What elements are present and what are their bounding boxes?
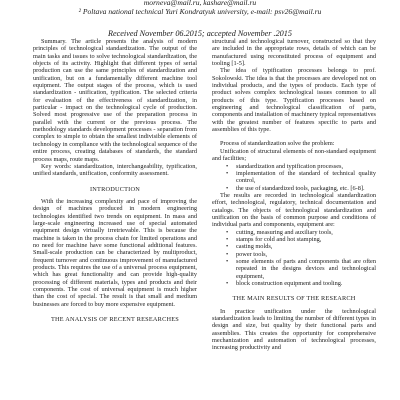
paragraph: structural and technological turnover, constructed so that they are included in the appropriate rows, details of which can be manufactured using reconstituted process of equipment and tooling [1-5]. — [212, 38, 376, 68]
bullet-list — [212, 280, 376, 287]
keywords-paragraph: Key words: standardization, interchangeability, typification, unified standards, unification, conformity assessment. — [33, 162, 197, 178]
bullet-list — [212, 163, 376, 192]
left-column — [33, 38, 197, 352]
list-item: • implementation of the standard of technical quality control, — [236, 170, 376, 185]
paragraph: The results are recorded in technological standardization effort, technological, regulatory, technical documentation and catalogs. The objects of technological standardization and unification on the basis of common purpose and conditions of individual parts and components, equipment are: — [212, 191, 376, 229]
list-item: • power tools, — [236, 251, 376, 258]
affiliation: ² Poltava national technical Yuri Kondratyuk university, e-mail: psv26@mail.ru — [78, 7, 322, 16]
list-item: • casting molds, — [236, 243, 376, 250]
received-date: Received November 06.2015; accepted November .2015 — [108, 29, 292, 38]
summary-paragraph: Summary. The article presents the analysis of modern principles of technological standardization. The output of the main tasks and issues to solve technological standardization, the objects of its activity. Highlight that different types of serial production can use the same principles of standardization and unification, but on a fundamentally different machine tool equipment. The output stages of the process, which is used standardization - unification, typification. The selected criteria for evaluation of the effectiveness of standardization, in particular - impact on the technological cycle of production. Solved most progressive use of the preparation process in parallel with the current or the previous process. The methodology standards development processes - separation from complex to simple to obtain the smallest indivisible elements of technology in compliance with the technological sequence of the entire process, creating databases of standards, the standard process maps, route maps. — [33, 38, 197, 163]
list-item: • stamps for cold and hot stamping, — [236, 236, 376, 243]
author-emails: morneva@mail.ru, kashare@mail.ru — [143, 0, 257, 7]
list-item: • cutting, measuring and auxiliary tools, — [236, 229, 376, 236]
right-column — [212, 38, 376, 352]
results-heading: THE MAIN RESULTS OF THE RESEARCH — [232, 295, 356, 303]
paper-header — [0, 0, 400, 38]
paragraph: In practice unification under the technological standardization leads to limiting the number of different types in design and size, but quality by their functional parts and assemblies. This creates the opportunity for comprehensive mechanization and automation of technological processes, increasing productivity and — [212, 307, 376, 352]
list-item: • some elements of parts and components that are often repeated in the designs devices and technological equipment, — [236, 258, 376, 280]
paragraph: Unification of structural elements of non-standard equipment and facilities; — [212, 147, 376, 163]
paragraph: The idea of typification processes belongs to prof. Sokolowski. The idea is that the processes are developed not on individual products, and the types of products. Each type of product solves complex technological issues common to all products of this type. Typification processes based on engineering and technological classification of parts, components and installation of machinery typical representatives with the greatest number of features specific to parts and assemblies of this type. — [212, 67, 376, 134]
introduction-paragraph: With the increasing complexity and pace of improving the design of machines produced in modern engineering technologies identified two trends on equipment. In mass and large-scale engineering increased use of special automated equipment design virtually irretrievable. This is because the machine is taken in the process chain for limited operations and no need for machine have some functional additional features. Small-scale production can be characterized by multiproduct, frequent turnover and continuous improvement of manufactured products. This requires the use of a universal process equipment, which has great functionality and can provide high-quality processing of different materials, types and products and their components. The cost of universal equipment is much higher than the cost of special. The result is that small and medium businesses are forced to buy more expensive equipment. — [33, 197, 197, 308]
list-item: • standardization and typification processes, — [236, 163, 376, 170]
paragraph: Process of standardization solve the problem: — [220, 140, 335, 148]
introduction-heading: INTRODUCTION — [90, 185, 140, 193]
bullet-list — [212, 229, 376, 280]
list-item: • block construction equipment and tooling. — [236, 280, 376, 287]
analysis-heading: THE ANALYSIS OF RECENT RESEARCHES — [51, 316, 179, 324]
list-item: • the use of standardized tools, packaging, etc. [6-8]. — [236, 185, 376, 192]
two-column-body — [33, 38, 376, 352]
paragraph-gap — [212, 133, 376, 140]
